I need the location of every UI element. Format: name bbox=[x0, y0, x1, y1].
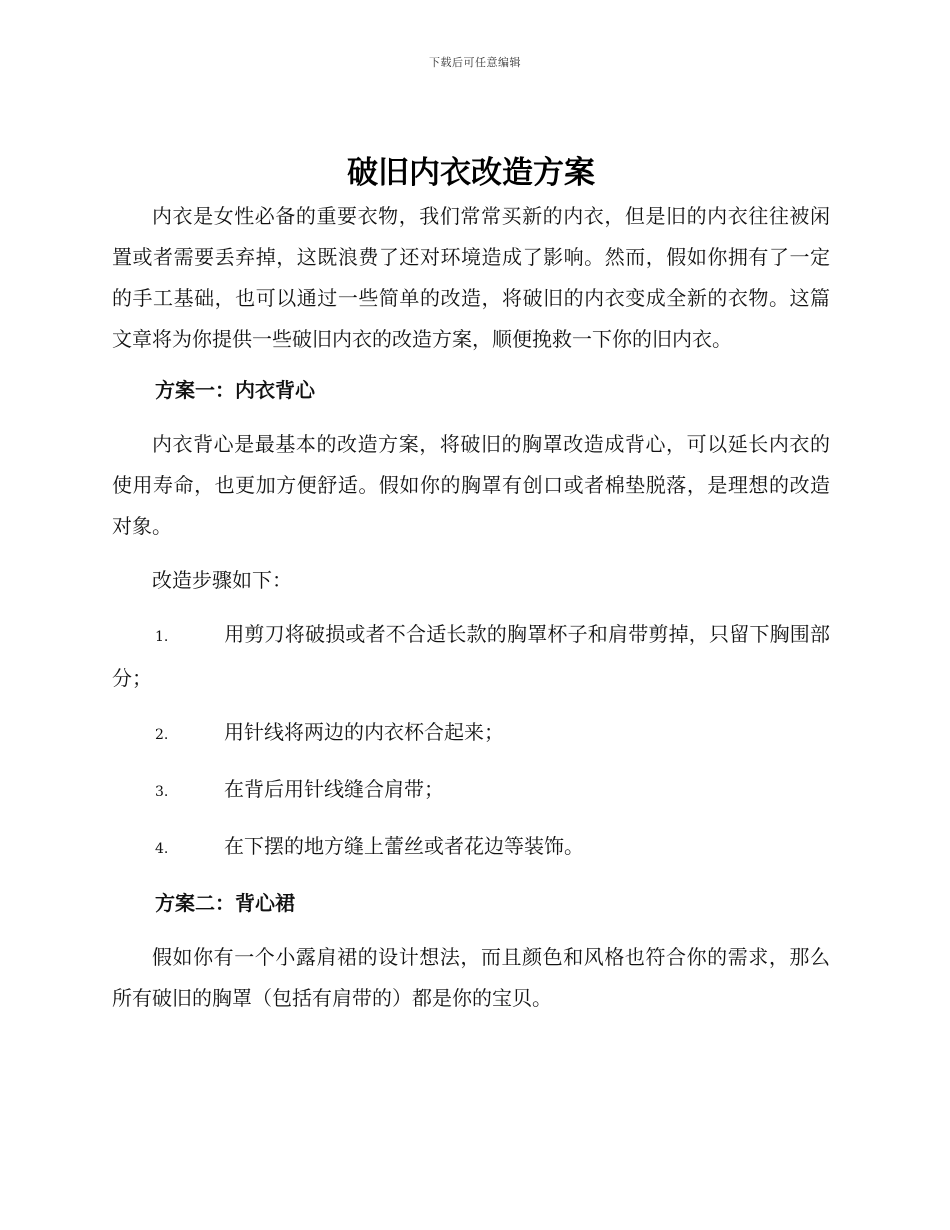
spacer bbox=[112, 601, 830, 614]
spacer bbox=[112, 813, 830, 826]
list-item-number: 2. bbox=[155, 727, 169, 743]
spacer bbox=[112, 924, 830, 937]
list-item bbox=[112, 826, 830, 870]
section-1-heading: 方案一：内衣背心 bbox=[155, 378, 315, 402]
spacer bbox=[112, 411, 830, 424]
spacer bbox=[112, 547, 830, 560]
spacer bbox=[112, 756, 830, 769]
list-item-text: 用剪刀将破损或者不合适长款的胸罩杯子和肩带剪掉，只留下胸围部分； bbox=[112, 622, 830, 690]
spacer bbox=[112, 360, 830, 370]
page-header: 下载后可任意编辑 bbox=[429, 56, 521, 69]
section-2-heading: 方案二：背心裙 bbox=[155, 891, 295, 915]
document-body bbox=[112, 150, 830, 1019]
list-item-number: 3. bbox=[155, 784, 169, 800]
list-item-number: 4. bbox=[155, 841, 169, 857]
section-2-paragraph: 假如你有一个小露肩裙的设计想法，而且颜色和风格也符合你的需求，那么所有破旧的胸罩（包括有肩带的）都是你的宝贝。 bbox=[112, 945, 830, 1010]
spacer bbox=[112, 870, 830, 883]
spacer bbox=[112, 699, 830, 712]
list-item-text: 用针线将两边的内衣杯合起来； bbox=[224, 720, 504, 744]
list-item bbox=[112, 614, 830, 699]
list-item bbox=[112, 769, 830, 813]
list-item bbox=[112, 712, 830, 756]
document-title: 破旧内衣改造方案 bbox=[347, 155, 595, 191]
list-item-text: 在下摆的地方缝上蕾丝或者花边等装饰。 bbox=[224, 834, 584, 858]
list-item-number: 1. bbox=[155, 629, 169, 645]
intro-paragraph: 内衣是女性必备的重要衣物，我们常常买新的内衣，但是旧的内衣往往被闲置或者需要丢弃掉，这既浪费了还对环境造成了影响。然而，假如你拥有了一定的手工基础，也可以通过一些简单的改造，将破旧的内衣变成全新的衣物。这篇文章将为你提供一些破旧内衣的改造方案，顺便挽救一下你的旧内衣。 bbox=[112, 204, 830, 351]
steps-intro: 改造步骤如下： bbox=[152, 568, 292, 592]
list-item-text: 在背后用针线缝合肩带； bbox=[224, 777, 444, 801]
section-1-paragraph: 内衣背心是最基本的改造方案，将破旧的胸罩改造成背心，可以延长内衣的使用寿命，也更加方便舒适。假如你的胸罩有创口或者棉垫脱落，是理想的改造对象。 bbox=[112, 432, 830, 538]
